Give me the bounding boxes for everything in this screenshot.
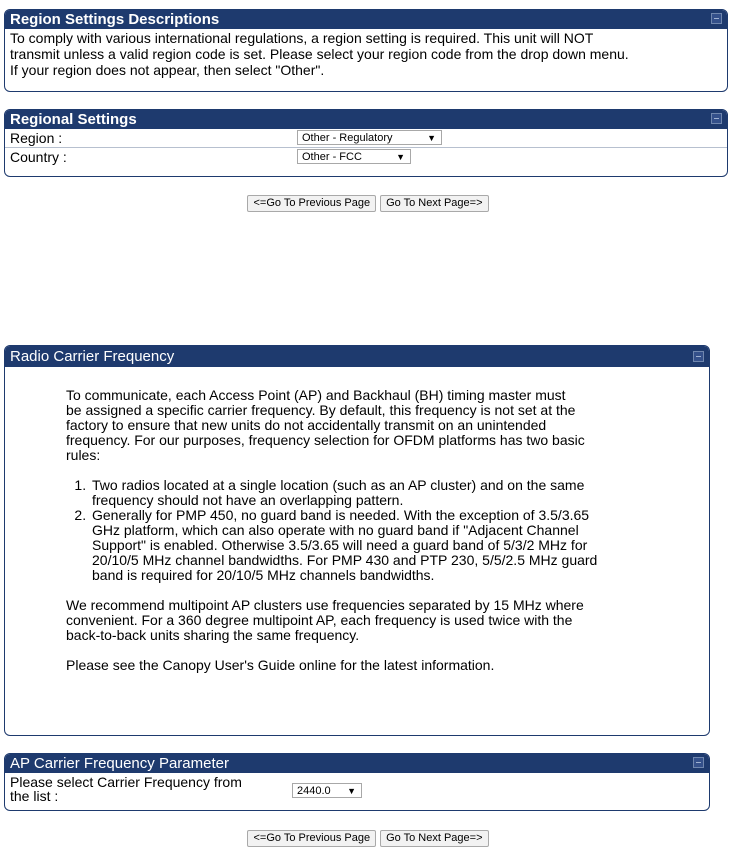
country-row — [5, 147, 727, 166]
region-settings-descriptions-panel — [4, 9, 728, 92]
carrier-frequency-row — [5, 773, 709, 803]
panel-header — [5, 110, 727, 129]
carrier-frequency-label: Please select Carrier Frequency from — [10, 774, 242, 790]
panel-header — [5, 10, 727, 29]
text-line: frequency. For our purposes, frequency selection for OFDM platforms has two basic — [66, 432, 585, 448]
collapse-icon[interactable] — [693, 351, 704, 362]
text-line: To communicate, each Access Point (AP) and Backhaul (BH) timing master must — [66, 387, 566, 403]
dropdown-arrow-icon: ▼ — [396, 152, 405, 162]
next-page-button[interactable]: Go To Next Page=> — [380, 195, 488, 212]
text-line: band is required for 20/10/5 MHz channels bandwidths. — [92, 567, 435, 583]
description-line: If your region does not appear, then select "Other". — [10, 62, 325, 78]
text-line: rules: — [66, 447, 101, 463]
text-line: GHz platform, which can also operate with no guard band if "Adjacent Channel — [92, 522, 579, 538]
ap-carrier-frequency-panel — [4, 753, 710, 811]
region-select-value: Other - Regulatory — [302, 132, 393, 144]
panel-title: Region Settings Descriptions — [10, 11, 220, 28]
panel-title: AP Carrier Frequency Parameter — [10, 755, 229, 772]
collapse-icon[interactable] — [711, 113, 722, 124]
text-line: Support" is enabled. Otherwise 3.5/3.65 will need a guard band of 5/3/2 MHz for — [92, 537, 588, 553]
text-line: back-to-back units sharing the same frequency. — [66, 627, 360, 643]
country-select-value: Other - FCC — [302, 151, 362, 163]
rule-item — [90, 478, 689, 508]
text-line: be assigned a specific carrier frequency. By default, this frequency is not set at the — [66, 402, 576, 418]
dropdown-arrow-icon: ▼ — [347, 786, 356, 796]
top-navigation — [0, 195, 736, 212]
radio-carrier-frequency-panel — [4, 345, 710, 736]
collapse-icon[interactable] — [711, 13, 722, 24]
dropdown-arrow-icon: ▼ — [427, 133, 436, 143]
region-row — [5, 129, 727, 147]
regional-settings-panel — [4, 109, 728, 177]
text-line: convenient. For a 360 degree multipoint AP, each frequency is used twice with the — [66, 612, 573, 628]
description-line: To comply with various international regulations, a region setting is required. This unit will NOT — [10, 30, 594, 46]
panel-title: Radio Carrier Frequency — [10, 348, 175, 365]
recommend-paragraph — [66, 598, 689, 643]
text-line: Generally for PMP 450, no guard band is needed. With the exception of 3.5/3.65 — [92, 507, 590, 523]
carrier-frequency-value: 2440.0 — [297, 785, 331, 797]
intro-paragraph — [66, 388, 689, 463]
region-label: Region : — [10, 130, 63, 146]
rules-list — [66, 478, 689, 583]
previous-page-button[interactable]: <=Go To Previous Page — [247, 830, 376, 847]
next-page-button[interactable]: Go To Next Page=> — [380, 830, 488, 847]
carrier-frequency-label: the list : — [10, 788, 59, 804]
country-label: Country : — [10, 149, 67, 165]
text-line: factory to ensure that new units do not accidentally transmit on an unintended — [66, 417, 547, 433]
collapse-icon[interactable] — [693, 757, 704, 768]
carrier-frequency-select[interactable] — [292, 783, 362, 798]
region-description — [5, 29, 727, 78]
description-line: transmit unless a valid region code is set. Please select your region code from the drop down menu. — [10, 46, 629, 62]
country-select[interactable] — [297, 149, 411, 164]
rule-item — [90, 508, 689, 583]
text-line: We recommend multipoint AP clusters use frequencies separated by 15 MHz where — [66, 597, 584, 613]
panel-header — [5, 346, 709, 367]
radio-carrier-body — [5, 367, 709, 673]
guide-paragraph: Please see the Canopy User's Guide online for the latest information. — [66, 657, 495, 673]
text-line: frequency should not have an overlapping pattern. — [92, 492, 404, 508]
text-line: 20/10/5 MHz channel bandwidths. For PMP 430 and PTP 230, 5/5/2.5 MHz guard — [92, 552, 598, 568]
panel-title: Regional Settings — [10, 111, 137, 128]
previous-page-button[interactable]: <=Go To Previous Page — [247, 195, 376, 212]
bottom-navigation — [0, 830, 736, 847]
panel-header — [5, 754, 709, 773]
text-line: Two radios located at a single location (such as an AP cluster) and on the same — [92, 477, 585, 493]
region-select[interactable] — [297, 130, 442, 145]
